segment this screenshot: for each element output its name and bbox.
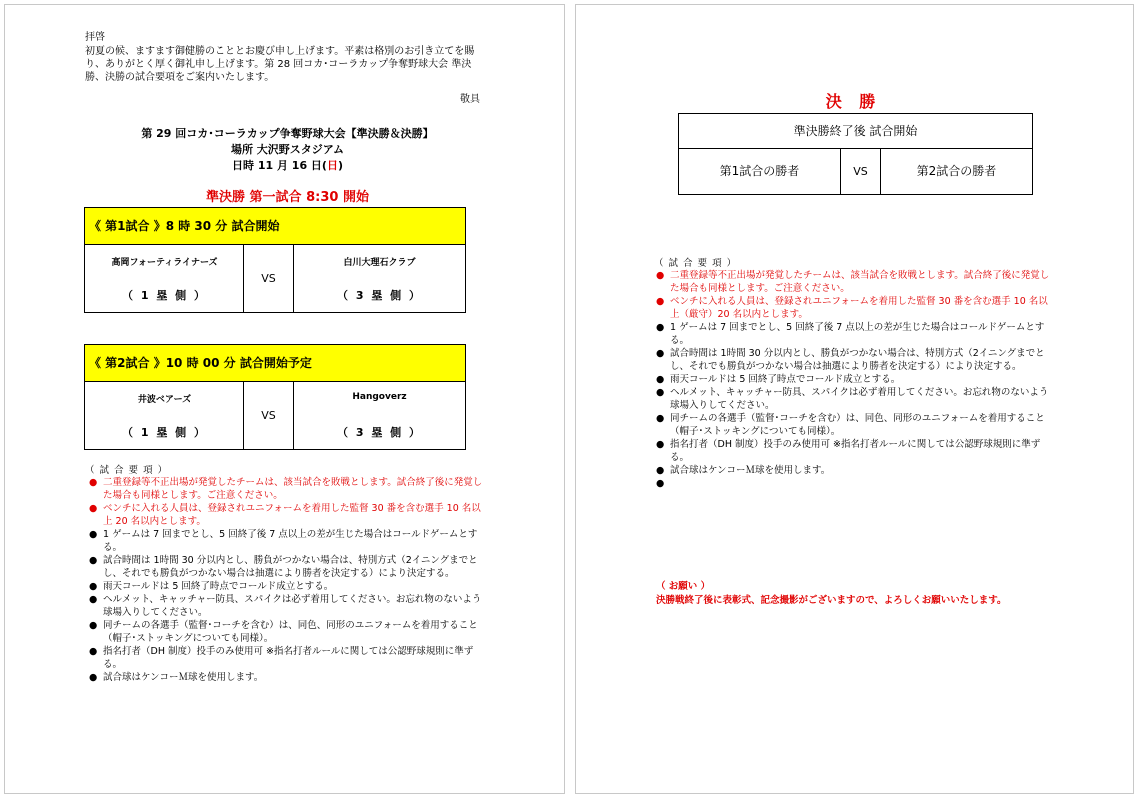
rule-text: ベンチに入れる人員は、登録されユニフォームを着用した監督 30 番を含む選手 10 名以上（厳守）20 名以内とします。 — [670, 296, 1048, 320]
list-item — [652, 295, 1057, 321]
rule-text: 二重登録等不正出場が発覚したチームは、該当試合を敗戦とします。試合終了後に発覚した場合も同様とします。ご注意ください。 — [103, 477, 483, 501]
rule-text: 試合球はケンコーＭ球を使用します。 — [103, 672, 264, 683]
bullet-icon: ● — [89, 477, 98, 488]
bullet-icon: ● — [89, 581, 98, 592]
bullet-icon: ● — [89, 672, 98, 683]
bullet-icon: ● — [656, 348, 665, 359]
game1-left-cell — [85, 245, 244, 312]
rule-text: ヘルメット、キャッチャー防具、スパイクは必ず着用してください。お忘れ物のないよう球場入りしてください。 — [670, 387, 1049, 411]
bullet-icon: ● — [89, 646, 98, 657]
rule-text: 指名打者（DH 制度）投手のみ使用可 ※指名打者ルールに関しては公認野球規則に準ずる。 — [103, 646, 474, 670]
game2-side-left: （ 1 塁 側 ） — [122, 426, 207, 439]
greeting-close: 敬具 — [460, 94, 480, 105]
game2-right-cell — [294, 382, 465, 449]
bullet-icon: ● — [656, 387, 665, 398]
page2-rules-heading: （ 試 合 要 項 ） — [654, 258, 738, 269]
page2-rules-list — [652, 269, 1057, 490]
list-item — [652, 347, 1057, 373]
document-page-2 — [575, 4, 1134, 794]
rule-text: 試合時間は 1時間 30 分以内とし、勝負がつかない場合は、特別方式（2イニングまでとし、それでも勝負がつかない場合は抽選により勝者を決定する）により決定する。 — [103, 555, 478, 579]
list-item — [85, 593, 490, 619]
list-item — [85, 619, 490, 645]
list-item — [85, 580, 490, 593]
rule-text: 同チームの各選手（監督･コーチを含む）は、同色、同形のユニフォームを着用すること（帽子･ストッキングについても同様）。 — [670, 413, 1045, 437]
list-item — [85, 554, 490, 580]
bullet-icon: ● — [89, 620, 98, 631]
list-item — [652, 269, 1057, 295]
bullet-icon: ● — [89, 529, 98, 540]
game2-side-right: （ 3 塁 側 ） — [337, 426, 422, 439]
event-venue: 場所 大沢野スタジアム — [230, 143, 345, 156]
greeting-body: 初夏の候、ますます御健勝のこととお慶び申し上げます。平素は格別のお引き立てを賜り、ありがとく厚く御礼申し上げます。第 28 回コカ･コーラカップ争奪野球大会 準決勝、決勝の試合要項をご案内いたします。 — [85, 46, 475, 83]
bullet-icon: ● — [89, 503, 98, 514]
notice-heading: （ お願い ） — [656, 581, 711, 592]
bullet-icon: ● — [656, 270, 665, 281]
bullet-icon: ● — [656, 478, 665, 489]
game2-team-right: Hangoverz — [352, 392, 407, 402]
page1-rules-heading: （ 試 合 要 項 ） — [85, 465, 169, 476]
list-item — [652, 321, 1057, 347]
list-item — [652, 386, 1057, 412]
game1-side-right: （ 3 塁 側 ） — [337, 289, 422, 302]
final-winner-left: 第1試合の勝者 — [679, 149, 841, 194]
list-item — [85, 476, 490, 502]
semifinal-heading: 準決勝 第一試合 8:30 開始 — [206, 190, 369, 205]
game2-table — [84, 344, 466, 450]
greeting-open: 拝啓 — [85, 32, 105, 43]
game2-team-left: 井波ベアーズ — [137, 395, 192, 405]
bullet-icon: ● — [89, 594, 98, 605]
list-item — [652, 464, 1057, 477]
bullet-icon: ● — [656, 296, 665, 307]
game1-side-left: （ 1 塁 側 ） — [122, 289, 207, 302]
list-item — [85, 528, 490, 554]
bullet-icon: ● — [656, 465, 665, 476]
final-heading: 決 勝 — [825, 92, 882, 111]
game1-table — [84, 207, 466, 313]
rule-text: 試合時間は 1時間 30 分以内とし、勝負がつかない場合は、特別方式（2イニングまでとし、それでも勝負がつかない場合は抽選により勝者を決定する）により決定する。 — [670, 348, 1045, 372]
list-item — [85, 671, 490, 684]
rule-text: 1 ゲームは 7 回までとし、5 回終了後 7 点以上の差が生じた場合はコールドゲームとする。 — [103, 529, 478, 553]
event-date-prefix: 日時 11 月 16 日( — [232, 159, 327, 172]
final-vs: VS — [841, 149, 881, 194]
page1-rules-list — [85, 476, 490, 684]
final-table — [678, 113, 1033, 195]
bullet-icon: ● — [656, 439, 665, 450]
game1-header: 《 第1試合 》8 時 30 分 試合開始 — [85, 208, 465, 245]
list-item — [652, 373, 1057, 386]
rule-text: ベンチに入れる人員は、登録されユニフォームを着用した監督 30 番を含む選手 10 名以上 20 名以内とします。 — [103, 503, 481, 527]
rule-text: 指名打者（DH 制度）投手のみ使用可 ※指名打者ルールに関しては公認野球規則に準ずる。 — [670, 439, 1041, 463]
game1-right-cell — [294, 245, 465, 312]
game1-team-right: 白川大理石クラブ — [343, 258, 416, 268]
rule-text: 同チームの各選手（監督･コーチを含む）は、同色、同形のユニフォームを着用すること（帽子･ストッキングについても同様）。 — [103, 620, 478, 644]
rule-text: 1 ゲームは 7 回までとし、5 回終了後 7 点以上の差が生じた場合はコールドゲームとする。 — [670, 322, 1045, 346]
rule-text: 試合球はケンコーＭ球を使用します。 — [670, 465, 831, 476]
bullet-icon: ● — [656, 322, 665, 333]
document-page-1 — [4, 4, 565, 794]
list-item — [85, 645, 490, 671]
bullet-icon: ● — [656, 374, 665, 385]
rule-text: ヘルメット、キャッチャー防具、スパイクは必ず着用してください。お忘れ物のないよう球場入りしてください。 — [103, 594, 482, 618]
event-date — [85, 158, 490, 173]
bullet-icon: ● — [89, 555, 98, 566]
game1-team-left: 高岡フォーティライナーズ — [111, 258, 218, 268]
event-date-day: 日 — [326, 159, 338, 172]
list-item — [85, 502, 490, 528]
game2-vs: VS — [244, 382, 294, 449]
rule-text: 雨天コールドは 5 回終了時点でコールド成立とする。 — [670, 374, 901, 385]
event-date-suffix: ) — [337, 159, 343, 172]
game2-header: 《 第2試合 》10 時 00 分 試合開始予定 — [85, 345, 465, 382]
rule-text: 二重登録等不正出場が発覚したチームは、該当試合を敗戦とします。試合終了後に発覚した場合も同様とします。ご注意ください。 — [670, 270, 1050, 294]
bullet-icon: ● — [656, 413, 665, 424]
final-start: 準決勝終了後 試合開始 — [679, 114, 1032, 149]
game1-vs: VS — [244, 245, 294, 312]
event-title: 第 29 回コカ･コーラカップ争奪野球大会【準決勝＆決勝】 — [141, 127, 434, 140]
list-item — [652, 477, 1057, 490]
final-winner-right: 第2試合の勝者 — [916, 164, 997, 178]
game2-left-cell — [85, 382, 244, 449]
list-item — [652, 412, 1057, 438]
rule-text: 雨天コールドは 5 回終了時点でコールド成立とする。 — [103, 581, 334, 592]
notice-body: 決勝戦終了後に表彰式、記念撮影がございますので、よろしくお願いいたします。 — [656, 595, 1007, 606]
list-item — [652, 438, 1057, 464]
